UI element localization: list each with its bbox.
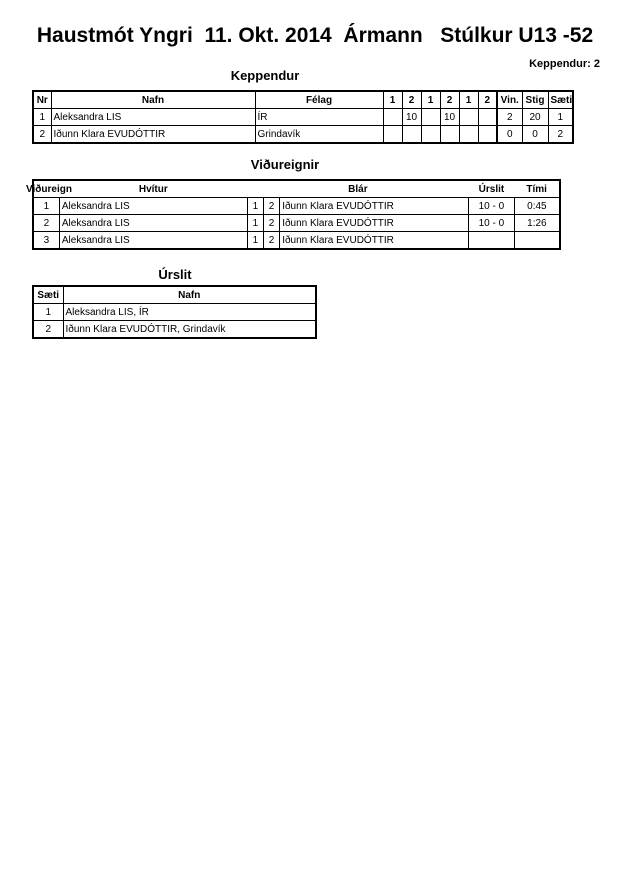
row-score-1	[383, 126, 402, 144]
row-score-2: 10	[402, 109, 421, 126]
white-nr: 1	[247, 232, 263, 250]
white-nr: 1	[247, 215, 263, 232]
competitors-heading: Keppendur	[230, 68, 300, 83]
matches-table	[26, 179, 561, 250]
col-saeti: Sæti	[33, 286, 63, 304]
row-saeti: 1	[548, 109, 573, 126]
page-title: Haustmót Yngri 11. Okt. 2014 Ármann Stúlkur U13 -52	[36, 24, 594, 47]
col-nr: Nr	[33, 91, 51, 109]
col-nafn: Nafn	[51, 91, 255, 109]
row-score-5	[459, 109, 478, 126]
table-row	[33, 232, 560, 250]
matches-header-row	[33, 180, 560, 198]
col-urslit: Úrslit	[478, 183, 505, 195]
col-score-3: 1	[421, 91, 440, 109]
col-vidureign: Viðureign	[26, 183, 72, 195]
col-felag: Félag	[255, 91, 383, 109]
match-time	[514, 232, 560, 250]
match-result: 10 - 0	[469, 215, 515, 232]
row-score-2	[402, 126, 421, 144]
blue-nr: 2	[263, 232, 279, 250]
blue-competitor: Iðunn Klara EVUDÓTTIR	[280, 215, 469, 232]
row-score-6	[478, 126, 497, 144]
col-blar: Blár	[348, 183, 368, 195]
col-score-1: 1	[383, 91, 402, 109]
competitors-header-row	[33, 91, 573, 109]
row-felag: ÍR	[255, 109, 383, 126]
row-score-4: 10	[440, 109, 459, 126]
row-score-3	[421, 109, 440, 126]
col-score-6: 2	[478, 91, 497, 109]
match-time: 1:26	[514, 215, 560, 232]
white-competitor: Aleksandra LIS	[59, 215, 247, 232]
row-vin: 0	[497, 126, 522, 144]
col-saeti: Sæti	[548, 91, 573, 109]
blue-competitor: Iðunn Klara EVUDÓTTIR	[280, 198, 469, 215]
col-score-4: 2	[440, 91, 459, 109]
match-number: 2	[33, 215, 59, 232]
row-score-3	[421, 126, 440, 144]
col-score-2: 2	[402, 91, 421, 109]
competitors-table	[32, 90, 574, 144]
row-score-4	[440, 126, 459, 144]
table-row	[33, 215, 560, 232]
col-hvitur: Hvítur	[138, 183, 168, 195]
row-score-6	[478, 109, 497, 126]
match-result	[469, 232, 515, 250]
row-vin: 2	[497, 109, 522, 126]
match-result: 10 - 0	[469, 198, 515, 215]
results-heading: Úrslit	[158, 267, 192, 282]
col-nafn: Nafn	[63, 286, 316, 304]
row-felag: Grindavík	[255, 126, 383, 144]
competitor-count: Keppendur: 2	[529, 58, 600, 70]
matches-heading: Viðureignir	[250, 157, 320, 172]
row-score-5	[459, 126, 478, 144]
table-row	[33, 321, 316, 339]
col-score-5: 1	[459, 91, 478, 109]
match-number: 3	[33, 232, 59, 250]
row-stig: 0	[522, 126, 548, 144]
col-stig: Stig	[522, 91, 548, 109]
match-number: 1	[33, 198, 59, 215]
table-row	[33, 198, 560, 215]
result-name: Aleksandra LIS, ÍR	[63, 304, 316, 321]
col-vin: Vin.	[497, 91, 522, 109]
table-row	[33, 109, 573, 126]
col-timi: Tími	[526, 183, 547, 195]
blue-nr: 2	[263, 198, 279, 215]
match-time: 0:45	[514, 198, 560, 215]
white-competitor: Aleksandra LIS	[59, 198, 247, 215]
result-place: 2	[33, 321, 63, 339]
table-row	[33, 304, 316, 321]
white-nr: 1	[247, 198, 263, 215]
results-header-row	[33, 286, 316, 304]
row-saeti: 2	[548, 126, 573, 144]
row-nr: 1	[33, 109, 51, 126]
table-row	[33, 126, 573, 144]
result-name: Iðunn Klara EVUDÓTTIR, Grindavík	[63, 321, 316, 339]
blue-competitor: Iðunn Klara EVUDÓTTIR	[280, 232, 469, 250]
row-stig: 20	[522, 109, 548, 126]
row-nr: 2	[33, 126, 51, 144]
white-competitor: Aleksandra LIS	[59, 232, 247, 250]
blue-nr: 2	[263, 215, 279, 232]
row-score-1	[383, 109, 402, 126]
row-nafn: Iðunn Klara EVUDÓTTIR	[51, 126, 255, 144]
result-place: 1	[33, 304, 63, 321]
row-nafn: Aleksandra LIS	[51, 109, 255, 126]
results-table	[32, 285, 317, 339]
